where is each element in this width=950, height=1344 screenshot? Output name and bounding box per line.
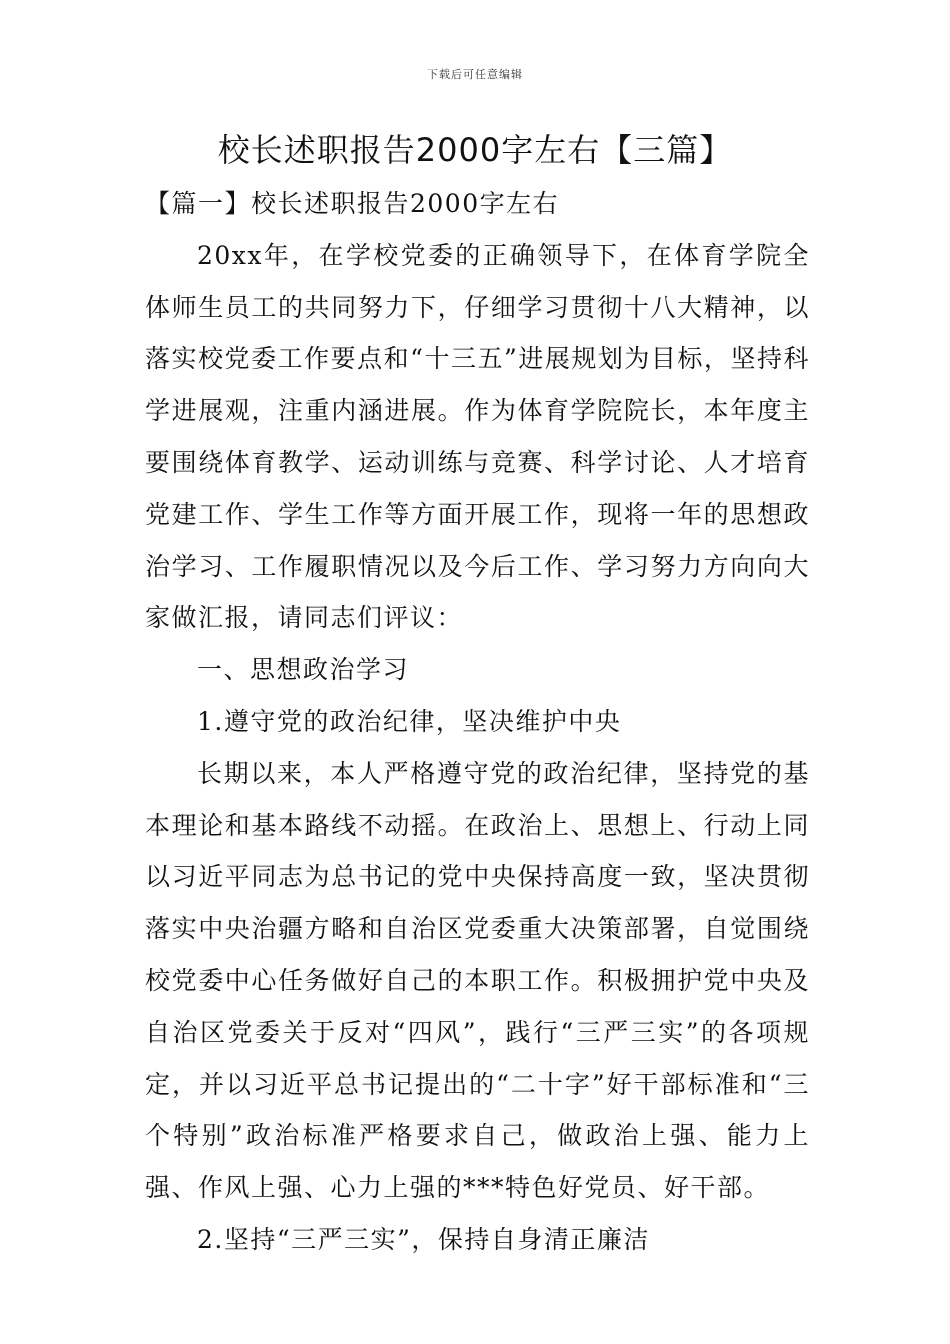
subsection-heading-1: 1.遵守党的政治纪律，坚决维护中央: [197, 706, 622, 736]
paragraph-political-discipline: 长期以来，本人严格遵守党的政治纪律，坚持党的基本理论和基本路线不动摇。在政治上、思想上、行动上同以习近平同志为总书记的党中央保持高度一致，坚决贯彻落实中央治疆方略和自治区党委重大决策部署，自觉围绕校党委中心任务做好自己的本职工作。积极拥护党中央及自治区党委关于反对“四风”，践行“三严三实”的各项规定，并以习近平总书记提出的“二十字”好干部标准和“三个特别”政治标准严格要求自己，做政治上强、能力上强、作风上强、心力上强的***特色好党员、好干部。: [145, 758, 810, 1203]
header-note: 下载后可任意编辑: [427, 68, 523, 81]
section-heading-1: 一、思想政治学习: [197, 655, 410, 685]
document-title: 校长述职报告2000字左右【三篇】: [217, 131, 733, 169]
document-body: [145, 178, 810, 1266]
paragraph-intro: 20xx年，在学校党委的正确领导下，在体育学院全体师生员工的共同努力下，仔细学习贯彻十八大精神，以落实校党委工作要点和“十三五”进展规划为目标，坚持科学进展观，注重内涵进展。作为体育学院院长，本年度主要围绕体育教学、运动训练与竞赛、科学讨论、人才培育党建工作、学生工作等方面开展工作，现将一年的思想政治学习、工作履职情况以及今后工作、学习努力方向向大家做汇报，请同志们评议：: [145, 240, 810, 633]
section-subtitle: 【篇一】校长述职报告2000字左右: [145, 189, 560, 218]
subsection-heading-2: 2.坚持“三严三实”，保持自身清正廉洁: [197, 1224, 650, 1254]
